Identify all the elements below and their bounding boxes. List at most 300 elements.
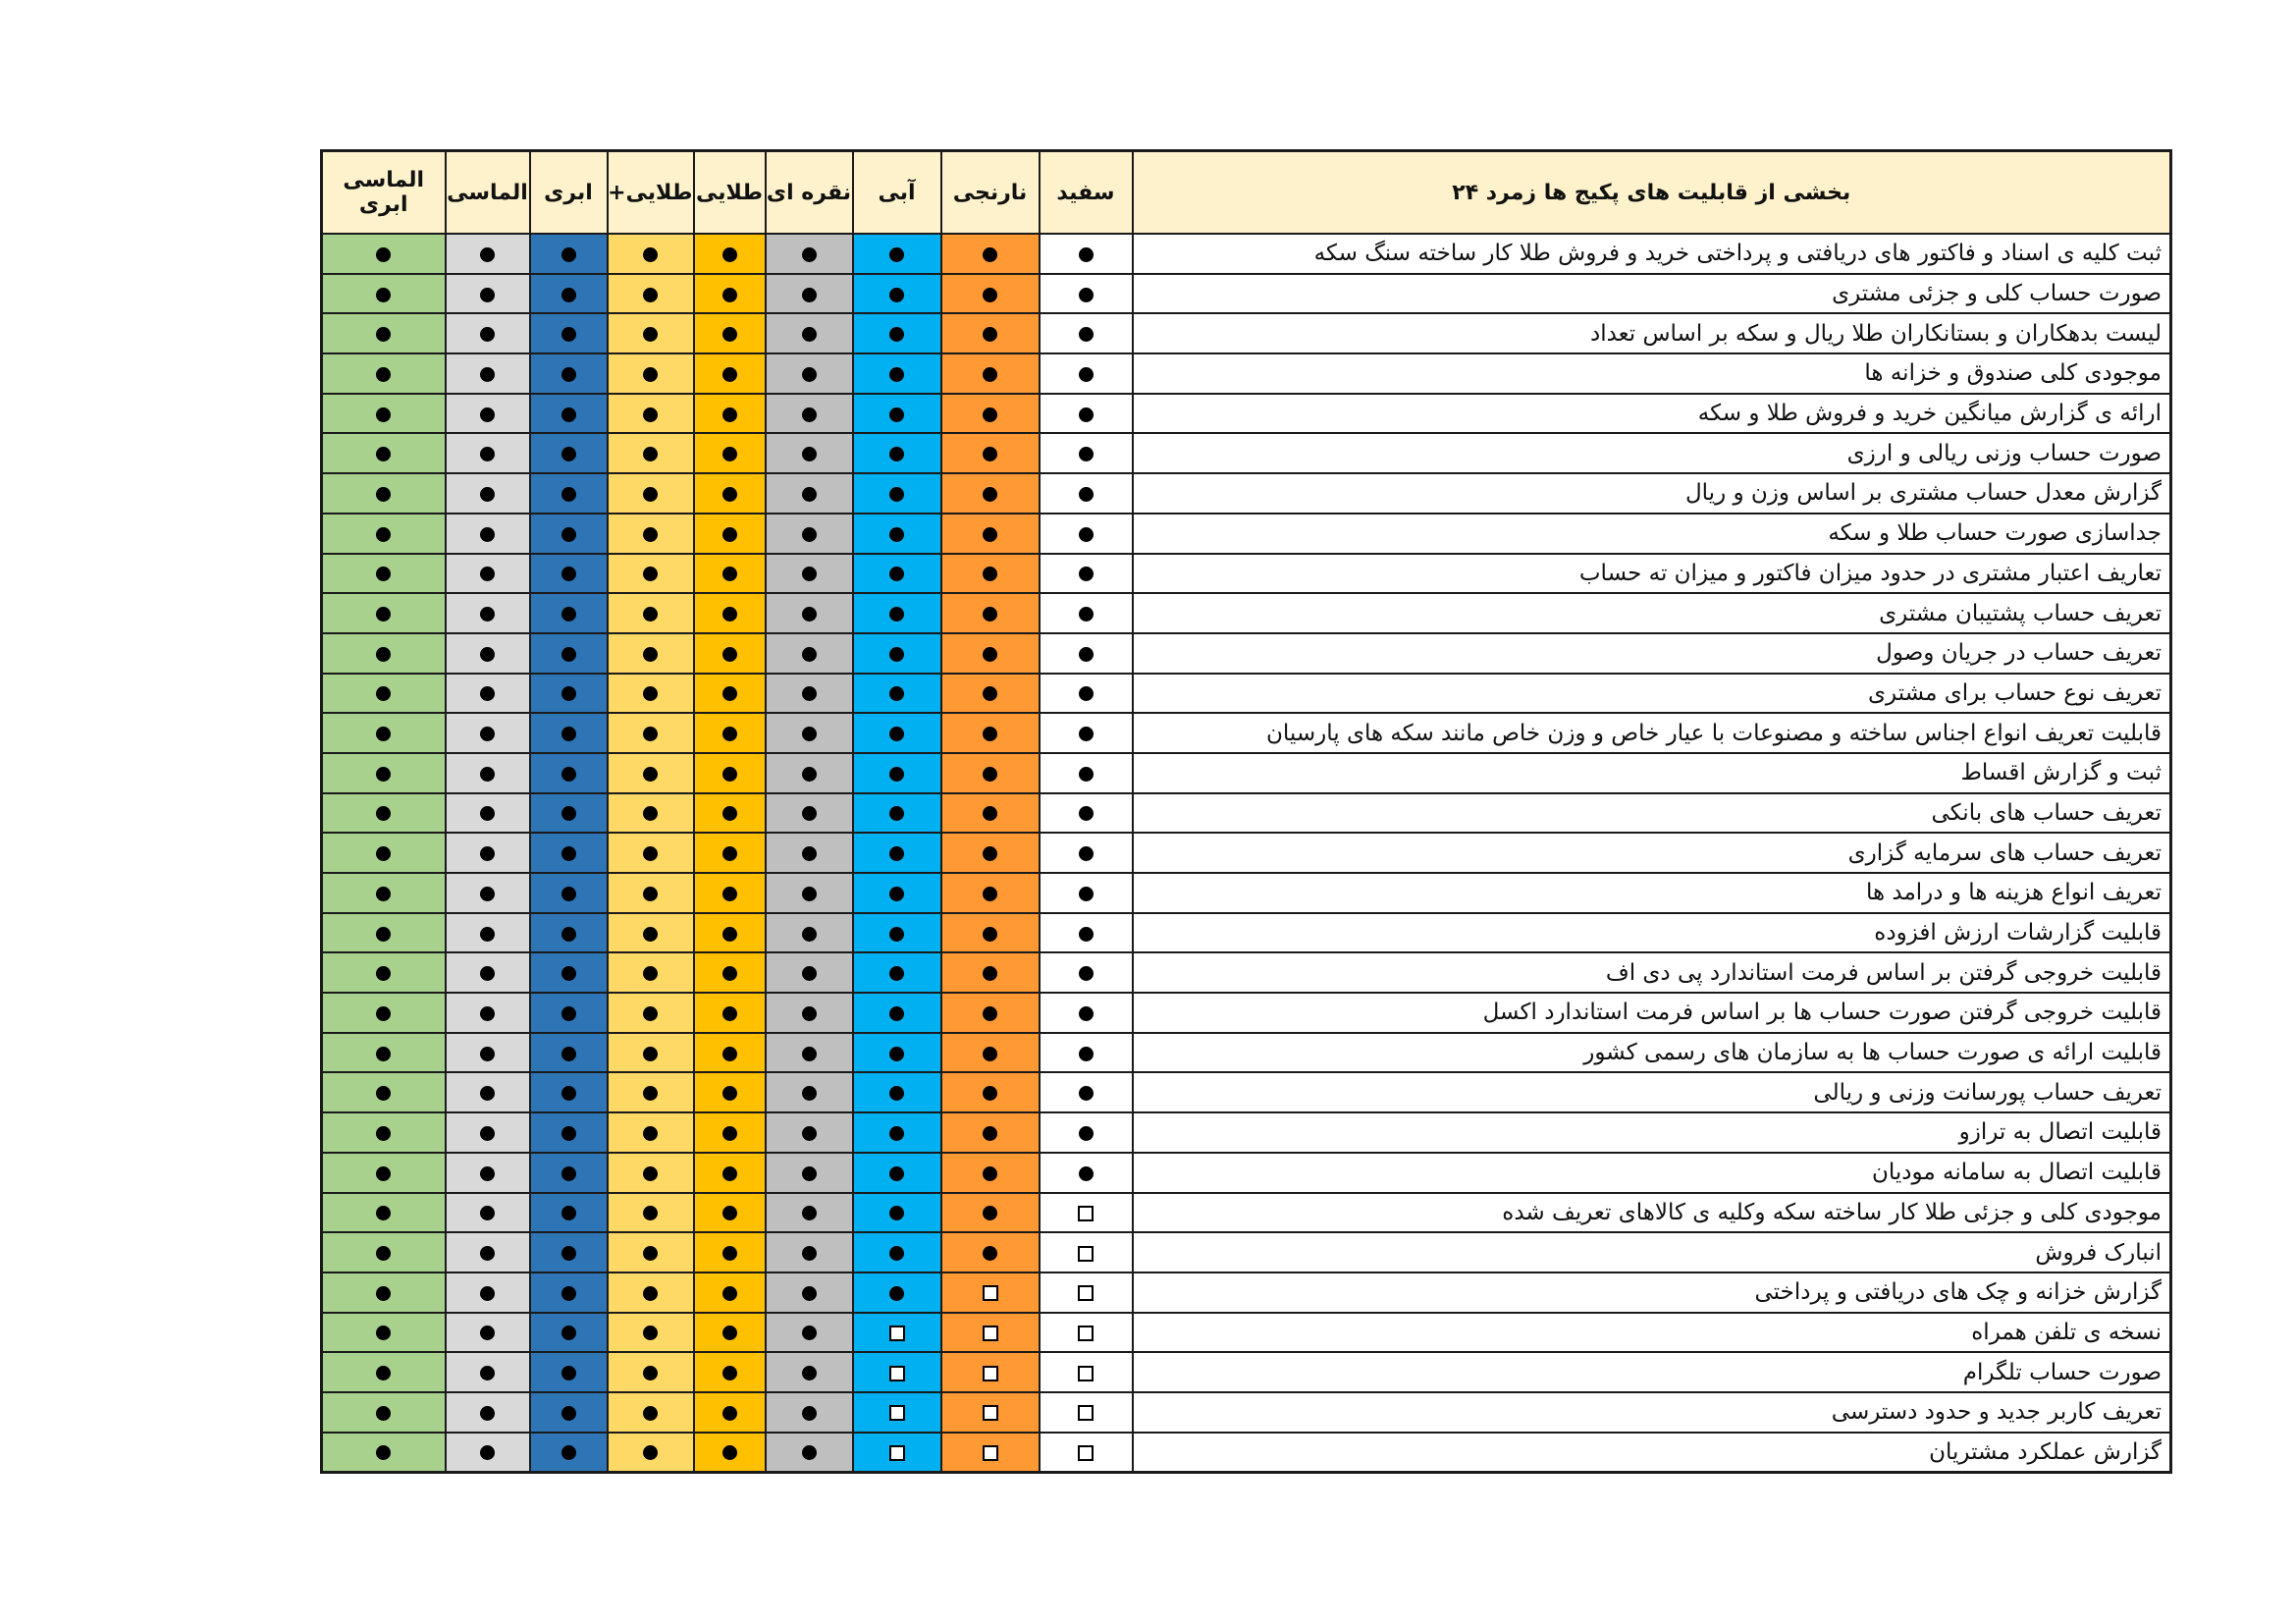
package-cell	[1040, 633, 1133, 674]
table-row	[322, 1272, 2171, 1313]
package-cell	[941, 793, 1040, 834]
included-dot-icon	[1079, 407, 1094, 422]
package-cell	[694, 394, 766, 434]
included-dot-icon	[643, 487, 658, 502]
package-cell	[446, 234, 530, 274]
included-dot-icon	[722, 447, 737, 461]
package-cell	[446, 514, 530, 554]
package-cell	[608, 713, 694, 753]
included-dot-icon	[561, 647, 576, 662]
package-cell	[766, 1352, 853, 1392]
feature-label: گزارش معدل حساب مشتری بر اساس وزن و ریال	[1133, 473, 2171, 514]
included-dot-icon	[722, 487, 737, 502]
package-cell	[941, 753, 1040, 793]
not-included-square-icon	[889, 1326, 905, 1341]
table-row	[322, 1072, 2171, 1112]
package-cell	[1040, 234, 1133, 274]
package-cell	[766, 753, 853, 793]
included-dot-icon	[561, 1006, 576, 1021]
package-cell	[694, 1072, 766, 1112]
included-dot-icon	[1079, 1006, 1094, 1021]
package-cell	[322, 433, 446, 473]
table-row	[322, 1153, 2171, 1193]
included-dot-icon	[561, 806, 576, 821]
package-cell	[853, 1112, 941, 1153]
package-cell	[446, 793, 530, 834]
included-dot-icon	[889, 1086, 904, 1101]
included-dot-icon	[376, 1006, 391, 1021]
included-dot-icon	[1079, 247, 1094, 262]
package-cell	[941, 1072, 1040, 1112]
included-dot-icon	[889, 846, 904, 861]
package-cell	[446, 1193, 530, 1233]
package-cell	[853, 473, 941, 514]
feature-label: لیست بدهکاران و بستانکاران طلا ریال و سکه بر اساس تعداد	[1133, 313, 2171, 353]
table-row	[322, 1433, 2171, 1473]
package-cell	[853, 793, 941, 834]
package-cell	[1040, 313, 1133, 353]
included-dot-icon	[1079, 767, 1094, 782]
package-cell	[766, 833, 853, 873]
included-dot-icon	[376, 647, 391, 662]
package-cell	[322, 274, 446, 314]
included-dot-icon	[561, 487, 576, 502]
package-cell	[941, 394, 1040, 434]
included-dot-icon	[480, 567, 495, 581]
included-dot-icon	[1079, 607, 1094, 622]
table-row	[322, 473, 2171, 514]
not-included-square-icon	[983, 1366, 998, 1381]
included-dot-icon	[722, 686, 737, 701]
package-cell	[608, 473, 694, 514]
package-cell	[694, 1112, 766, 1153]
package-cell	[322, 473, 446, 514]
included-dot-icon	[983, 966, 997, 981]
table-row	[322, 1352, 2171, 1392]
package-cell	[853, 313, 941, 353]
included-dot-icon	[643, 527, 658, 542]
feature-label: قابلیت خروجی گرفتن صورت حساب ها بر اساس فرمت استاندارد اکسل	[1133, 993, 2171, 1033]
package-cell	[766, 514, 853, 554]
package-cell	[530, 234, 608, 274]
included-dot-icon	[643, 327, 658, 342]
included-dot-icon	[376, 487, 391, 502]
package-cell	[1040, 674, 1133, 714]
feature-label: ثبت کلیه ی اسناد و فاکتور های دریافتی و پرداختی خرید و فروش طلا کار ساخته سنگ سکه	[1133, 234, 2171, 274]
feature-label: قابلیت گزارشات ارزش افزوده	[1133, 913, 2171, 953]
not-included-square-icon	[1078, 1285, 1094, 1301]
package-cell	[530, 952, 608, 993]
included-dot-icon	[561, 1206, 576, 1220]
package-cell	[608, 1033, 694, 1073]
included-dot-icon	[480, 607, 495, 622]
feature-label: صورت حساب کلی و جزئی مشتری	[1133, 274, 2171, 314]
package-cell	[694, 274, 766, 314]
included-dot-icon	[802, 1086, 817, 1101]
package-cell	[608, 952, 694, 993]
included-dot-icon	[643, 247, 658, 262]
package-cell	[608, 554, 694, 594]
included-dot-icon	[480, 686, 495, 701]
package-cell	[530, 873, 608, 913]
feature-label: صورت حساب تلگرام	[1133, 1352, 2171, 1392]
package-cell	[766, 433, 853, 473]
package-cell	[694, 433, 766, 473]
package-cell	[766, 554, 853, 594]
included-dot-icon	[643, 367, 658, 382]
included-dot-icon	[889, 767, 904, 782]
package-cell	[446, 1433, 530, 1473]
package-cell	[941, 1272, 1040, 1313]
included-dot-icon	[983, 1206, 997, 1220]
package-cell	[446, 633, 530, 674]
included-dot-icon	[643, 966, 658, 981]
package-cell	[322, 1072, 446, 1112]
table-row	[322, 554, 2171, 594]
table-row	[322, 593, 2171, 633]
package-cell	[530, 793, 608, 834]
included-dot-icon	[722, 767, 737, 782]
package-cell	[694, 674, 766, 714]
package-cell	[766, 1392, 853, 1433]
package-cell	[446, 1232, 530, 1272]
table-row	[322, 1112, 2171, 1153]
package-cell	[766, 234, 853, 274]
package-cell	[446, 554, 530, 594]
included-dot-icon	[802, 1166, 817, 1181]
included-dot-icon	[802, 327, 817, 342]
included-dot-icon	[561, 966, 576, 981]
package-cell	[694, 753, 766, 793]
package-cell	[941, 1352, 1040, 1392]
table-row	[322, 793, 2171, 834]
package-cell	[1040, 833, 1133, 873]
package-cell	[694, 833, 766, 873]
feature-label: نسخه ی تلفن همراه	[1133, 1313, 2171, 1353]
package-cell	[608, 514, 694, 554]
package-cell	[446, 1272, 530, 1313]
included-dot-icon	[722, 927, 737, 942]
included-dot-icon	[722, 1206, 737, 1220]
included-dot-icon	[983, 1166, 997, 1181]
included-dot-icon	[802, 288, 817, 302]
included-dot-icon	[480, 927, 495, 942]
included-dot-icon	[802, 1286, 817, 1301]
included-dot-icon	[889, 1286, 904, 1301]
included-dot-icon	[1079, 806, 1094, 821]
package-cell	[446, 593, 530, 633]
column-header-package: الماسی	[446, 151, 530, 235]
included-dot-icon	[561, 1126, 576, 1141]
package-cell	[322, 913, 446, 953]
package-cell	[530, 1193, 608, 1233]
package-cell	[1040, 433, 1133, 473]
included-dot-icon	[561, 247, 576, 262]
feature-label: جداسازی صورت حساب طلا و سکه	[1133, 514, 2171, 554]
included-dot-icon	[889, 487, 904, 502]
included-dot-icon	[889, 686, 904, 701]
table-row	[322, 952, 2171, 993]
included-dot-icon	[802, 1006, 817, 1021]
package-cell	[446, 394, 530, 434]
package-cell	[694, 633, 766, 674]
included-dot-icon	[376, 1326, 391, 1340]
feature-label: قابلیت اتصال به سامانه مودیان	[1133, 1153, 2171, 1193]
package-cell	[853, 1232, 941, 1272]
package-cell	[530, 1313, 608, 1353]
included-dot-icon	[643, 407, 658, 422]
included-dot-icon	[802, 567, 817, 581]
package-cell	[694, 353, 766, 394]
package-cell	[853, 1153, 941, 1193]
package-cell	[530, 353, 608, 394]
included-dot-icon	[561, 1326, 576, 1340]
package-cell	[1040, 554, 1133, 594]
included-dot-icon	[643, 1406, 658, 1421]
package-cell	[446, 353, 530, 394]
package-cell	[530, 674, 608, 714]
package-cell	[608, 793, 694, 834]
included-dot-icon	[722, 288, 737, 302]
package-cell	[446, 1352, 530, 1392]
included-dot-icon	[376, 407, 391, 422]
included-dot-icon	[802, 527, 817, 542]
included-dot-icon	[561, 887, 576, 901]
package-cell	[941, 952, 1040, 993]
package-cell	[941, 353, 1040, 394]
package-cell	[608, 1313, 694, 1353]
included-dot-icon	[1079, 966, 1094, 981]
package-cell	[530, 593, 608, 633]
package-cell	[853, 593, 941, 633]
package-cell	[322, 313, 446, 353]
package-cell	[446, 274, 530, 314]
package-cell	[1040, 793, 1133, 834]
included-dot-icon	[983, 288, 997, 302]
included-dot-icon	[376, 327, 391, 342]
included-dot-icon	[643, 1286, 658, 1301]
package-cell	[322, 353, 446, 394]
package-cell	[941, 234, 1040, 274]
included-dot-icon	[376, 1126, 391, 1141]
included-dot-icon	[889, 1047, 904, 1061]
included-dot-icon	[561, 1166, 576, 1181]
package-cell	[446, 1392, 530, 1433]
included-dot-icon	[643, 1006, 658, 1021]
included-dot-icon	[643, 1246, 658, 1261]
package-cell	[853, 234, 941, 274]
package-cell	[694, 554, 766, 594]
package-cell	[853, 1392, 941, 1433]
included-dot-icon	[376, 1286, 391, 1301]
package-cell	[608, 1272, 694, 1313]
column-header-package: نقره ای	[766, 151, 853, 235]
included-dot-icon	[802, 407, 817, 422]
column-header-package: نارنجی	[941, 151, 1040, 235]
table-body	[322, 234, 2171, 1473]
included-dot-icon	[722, 567, 737, 581]
included-dot-icon	[1079, 567, 1094, 581]
feature-label: تعریف حساب های بانکی	[1133, 793, 2171, 834]
included-dot-icon	[983, 247, 997, 262]
package-cell	[694, 1033, 766, 1073]
package-cell	[694, 514, 766, 554]
included-dot-icon	[802, 1445, 817, 1460]
column-header-package: سفید	[1040, 151, 1133, 235]
included-dot-icon	[480, 767, 495, 782]
package-cell	[530, 633, 608, 674]
included-dot-icon	[561, 767, 576, 782]
included-dot-icon	[889, 727, 904, 741]
included-dot-icon	[722, 527, 737, 542]
included-dot-icon	[1079, 686, 1094, 701]
included-dot-icon	[561, 727, 576, 741]
included-dot-icon	[480, 1326, 495, 1340]
included-dot-icon	[802, 966, 817, 981]
included-dot-icon	[643, 1126, 658, 1141]
included-dot-icon	[983, 607, 997, 622]
included-dot-icon	[480, 1126, 495, 1141]
package-cell	[1040, 394, 1133, 434]
included-dot-icon	[480, 487, 495, 502]
package-cell	[853, 353, 941, 394]
table-row	[322, 913, 2171, 953]
included-dot-icon	[889, 288, 904, 302]
package-cell	[608, 993, 694, 1033]
package-cell	[608, 1112, 694, 1153]
included-dot-icon	[480, 247, 495, 262]
included-dot-icon	[722, 1166, 737, 1181]
feature-label: ثبت و گزارش اقساط	[1133, 753, 2171, 793]
included-dot-icon	[376, 767, 391, 782]
package-cell	[766, 793, 853, 834]
package-cell	[608, 833, 694, 873]
table-row	[322, 1193, 2171, 1233]
package-cell	[694, 1313, 766, 1353]
package-cell	[608, 1193, 694, 1233]
included-dot-icon	[643, 846, 658, 861]
package-cell	[941, 713, 1040, 753]
included-dot-icon	[983, 887, 997, 901]
not-included-square-icon	[983, 1326, 998, 1341]
included-dot-icon	[802, 927, 817, 942]
package-cell	[608, 873, 694, 913]
table-row	[322, 234, 2171, 274]
package-cell	[608, 1072, 694, 1112]
package-cell	[608, 394, 694, 434]
included-dot-icon	[480, 887, 495, 901]
included-dot-icon	[376, 686, 391, 701]
table-row	[322, 674, 2171, 714]
package-cell	[608, 1352, 694, 1392]
package-cell	[530, 1272, 608, 1313]
package-cell	[694, 1232, 766, 1272]
included-dot-icon	[722, 806, 737, 821]
included-dot-icon	[643, 1445, 658, 1460]
package-cell	[766, 1433, 853, 1473]
package-cell	[766, 713, 853, 753]
package-cell	[766, 674, 853, 714]
included-dot-icon	[376, 447, 391, 461]
included-dot-icon	[1079, 846, 1094, 861]
included-dot-icon	[983, 1006, 997, 1021]
feature-label: قابلیت تعریف انواع اجناس ساخته و مصنوعات با عیار خاص و وزن خاص مانند سکه های پارسیان	[1133, 713, 2171, 753]
not-included-square-icon	[1078, 1366, 1094, 1381]
package-cell	[853, 514, 941, 554]
included-dot-icon	[643, 927, 658, 942]
not-included-square-icon	[1078, 1246, 1094, 1262]
included-dot-icon	[643, 447, 658, 461]
package-cell	[530, 1392, 608, 1433]
package-cell	[446, 1112, 530, 1153]
package-cell	[853, 674, 941, 714]
included-dot-icon	[889, 327, 904, 342]
included-dot-icon	[802, 367, 817, 382]
included-dot-icon	[643, 727, 658, 741]
package-cell	[446, 473, 530, 514]
included-dot-icon	[722, 1445, 737, 1460]
package-cell	[1040, 1433, 1133, 1473]
package-cell	[853, 1352, 941, 1392]
included-dot-icon	[722, 846, 737, 861]
included-dot-icon	[376, 927, 391, 942]
included-dot-icon	[643, 767, 658, 782]
package-cell	[694, 1352, 766, 1392]
package-cell	[1040, 1313, 1133, 1353]
included-dot-icon	[643, 567, 658, 581]
package-cell	[766, 394, 853, 434]
included-dot-icon	[889, 887, 904, 901]
package-cell	[1040, 993, 1133, 1033]
included-dot-icon	[983, 367, 997, 382]
package-cell	[694, 234, 766, 274]
included-dot-icon	[376, 806, 391, 821]
package-cell	[1040, 1352, 1133, 1392]
package-cell	[694, 1153, 766, 1193]
included-dot-icon	[561, 686, 576, 701]
package-cell	[322, 394, 446, 434]
package-cell	[941, 674, 1040, 714]
package-cell	[530, 753, 608, 793]
included-dot-icon	[376, 1047, 391, 1061]
included-dot-icon	[376, 527, 391, 542]
package-cell	[1040, 1392, 1133, 1433]
included-dot-icon	[480, 1006, 495, 1021]
package-cell	[1040, 593, 1133, 633]
package-cell	[694, 1433, 766, 1473]
included-dot-icon	[480, 367, 495, 382]
package-cell	[1040, 1272, 1133, 1313]
feature-label: تعریف نوع حساب برای مشتری	[1133, 674, 2171, 714]
feature-label: تعریف کاربر جدید و حدود دسترسی	[1133, 1392, 2171, 1433]
included-dot-icon	[722, 647, 737, 662]
package-cell	[853, 433, 941, 473]
package-cell	[1040, 753, 1133, 793]
table-row	[322, 873, 2171, 913]
package-cell	[853, 1272, 941, 1313]
package-cell	[608, 234, 694, 274]
table-row	[322, 274, 2171, 314]
not-included-square-icon	[1078, 1326, 1094, 1341]
package-cell	[322, 1232, 446, 1272]
included-dot-icon	[722, 1006, 737, 1021]
package-cell	[941, 473, 1040, 514]
included-dot-icon	[561, 927, 576, 942]
package-cell	[853, 274, 941, 314]
package-cell	[941, 1433, 1040, 1473]
package-cell	[322, 1433, 446, 1473]
included-dot-icon	[722, 327, 737, 342]
